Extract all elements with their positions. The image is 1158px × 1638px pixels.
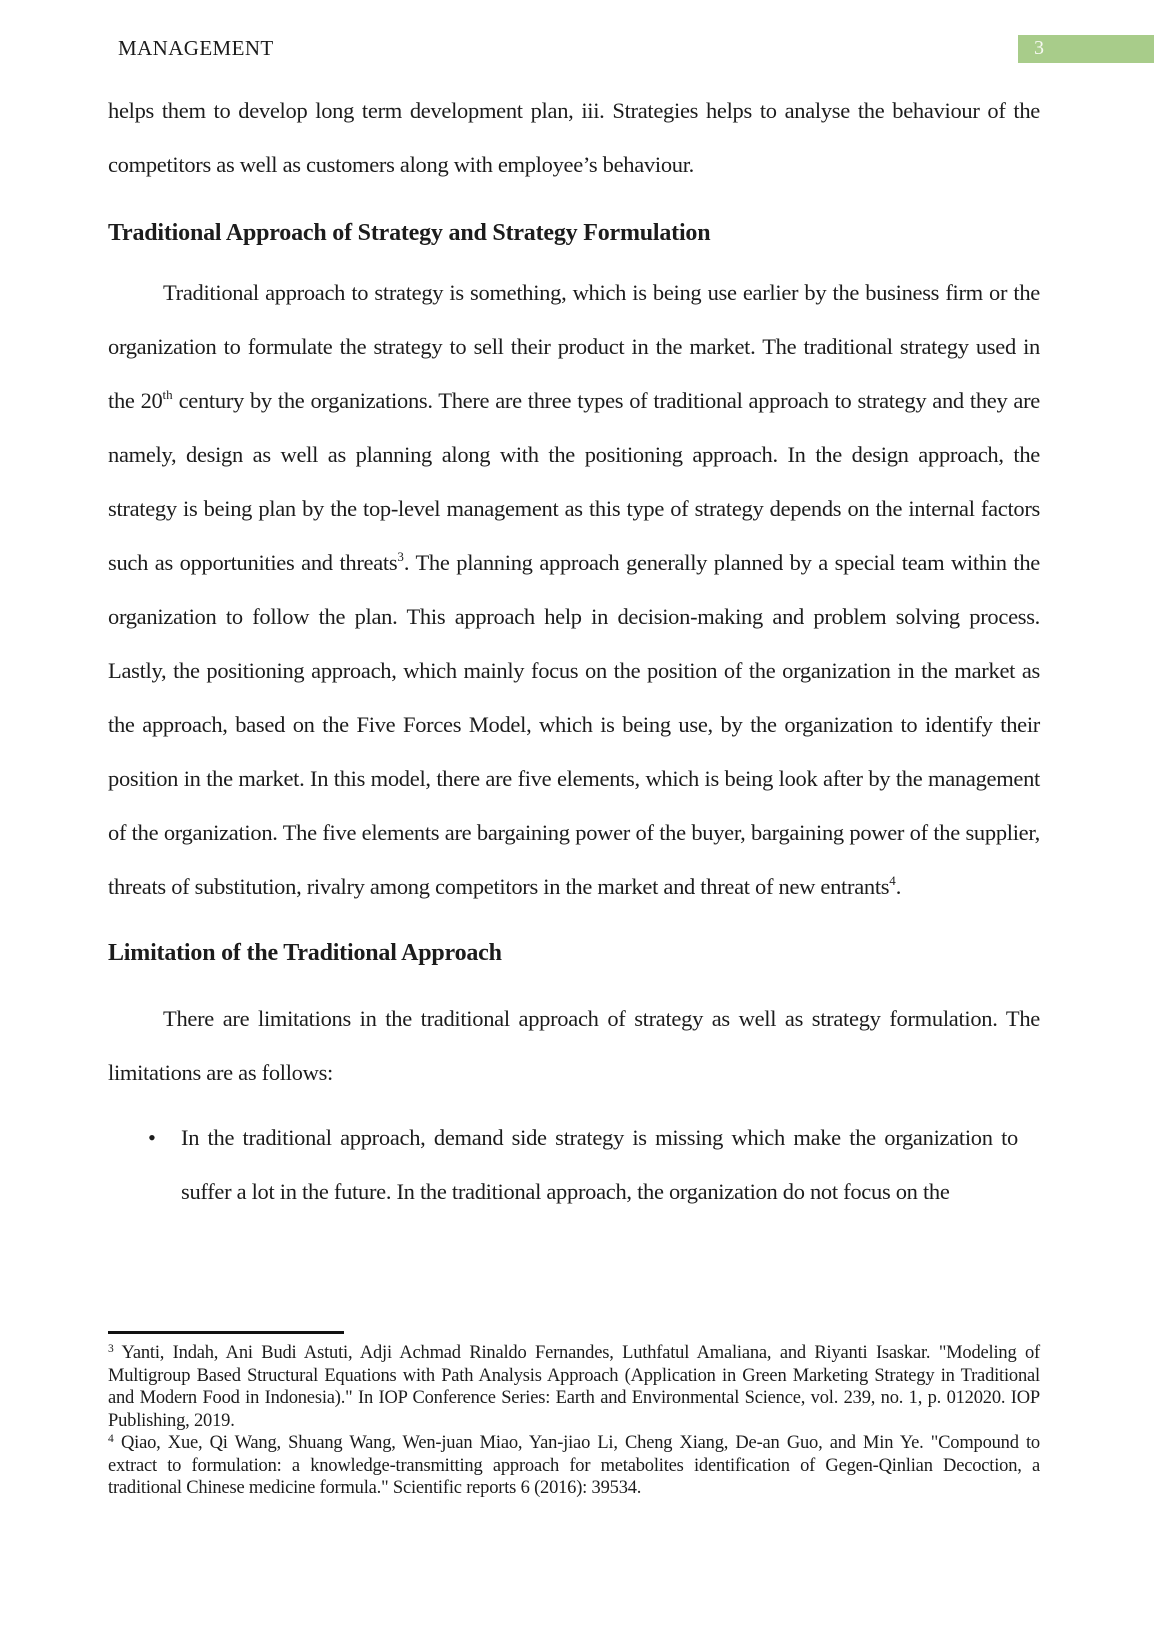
- traditional-approach-paragraph: [108, 266, 1040, 914]
- footnote-separator: [108, 1331, 344, 1334]
- footnote-reference-3: 3: [397, 549, 404, 564]
- paragraph-text: .: [895, 874, 902, 899]
- footnote-4: [108, 1432, 1040, 1500]
- limitation-bullet-list: [108, 1111, 1040, 1219]
- footnote-text: Qiao, Xue, Qi Wang, Shuang Wang, Wen-juan Miao, Yan-jiao Li, Cheng Xiang, De-an Guo, and Min Ye. "Compound to extract to formulation: a knowledge-transmitting approach for metabolites identification of Gegen-Qinlian Decoction, a traditional Chinese medicine formula." Scientific reports 6 (2016): 39534.: [108, 1433, 1040, 1498]
- paragraph-text: century by the organizations. There are three types of traditional approach to strategy and they are namely, design as well as planning along with the positioning approach. In the design approach, the strategy is being plan by the top-level management as this type of strategy depends on the internal factors such as opportunities and threats: [108, 388, 1040, 575]
- footnotes-section: [108, 1331, 1040, 1500]
- footnote-marker-3: 3: [108, 1343, 114, 1355]
- section-heading-traditional-approach: Traditional Approach of Strategy and Strategy Formulation: [108, 220, 711, 246]
- footnote-reference-4: 4: [889, 873, 896, 888]
- document-body: [108, 84, 1040, 1219]
- superscript-th: th: [162, 387, 173, 402]
- paragraph-text: Traditional approach to strategy is something, which is being use earlier by the business firm or the organization to formulate the strategy to sell their product in the market. The traditional strategy used in the 20: [108, 280, 1040, 413]
- paragraph-text: . The planning approach generally planned by a special team within the organization to follow the plan. This approach help in decision-making and problem solving process. Lastly, the positioning approach, which mainly focus on the position of the organization in the market as the approach, based on the Five Forces Model, which is being use, by the organization to identify their position in the market. In this model, there are five elements, which is being look after by the management of the organization. The five elements are bargaining power of the buyer, bargaining power of the supplier, threats of substitution, rivalry among competitors in the market and threat of new entrants: [108, 550, 1040, 899]
- section-heading-limitation: Limitation of the Traditional Approach: [108, 940, 502, 966]
- bullet-item-text: In the traditional approach, demand side strategy is missing which make the organization to suffer a lot in the future. In the traditional approach, the organization do not focus on the: [181, 1125, 1018, 1204]
- footnote-text: Yanti, Indah, Ani Budi Astuti, Adji Achmad Rinaldo Fernandes, Luthfatul Amaliana, and Riyanti Isaskar. "Modeling of Multigroup Based Structural Equations with Path Analysis Approach (Application in Green Marketing Strategy in Traditional and Modern Food in Indonesia)." In IOP Conference Series: Earth and Environmental Science, vol. 239, no. 1, p. 012020. IOP Publishing, 2019.: [108, 1343, 1040, 1431]
- bullet-marker: •: [148, 1125, 156, 1150]
- intro-paragraph: helps them to develop long term development plan, iii. Strategies helps to analyse the behaviour of the competitors as well as customers along with employee’s behaviour.: [108, 98, 1040, 177]
- page-number-badge: [1018, 35, 1154, 63]
- footnote-3: [108, 1342, 1040, 1432]
- page-number: 3: [1034, 37, 1044, 59]
- running-header-title: MANAGEMENT: [118, 36, 274, 60]
- document-header: [118, 35, 1158, 63]
- list-item: [148, 1111, 1040, 1219]
- footnote-marker-4: 4: [108, 1433, 114, 1445]
- limitation-paragraph: There are limitations in the traditional approach of strategy as well as strategy formulation. The limitations are as follows:: [108, 1006, 1040, 1085]
